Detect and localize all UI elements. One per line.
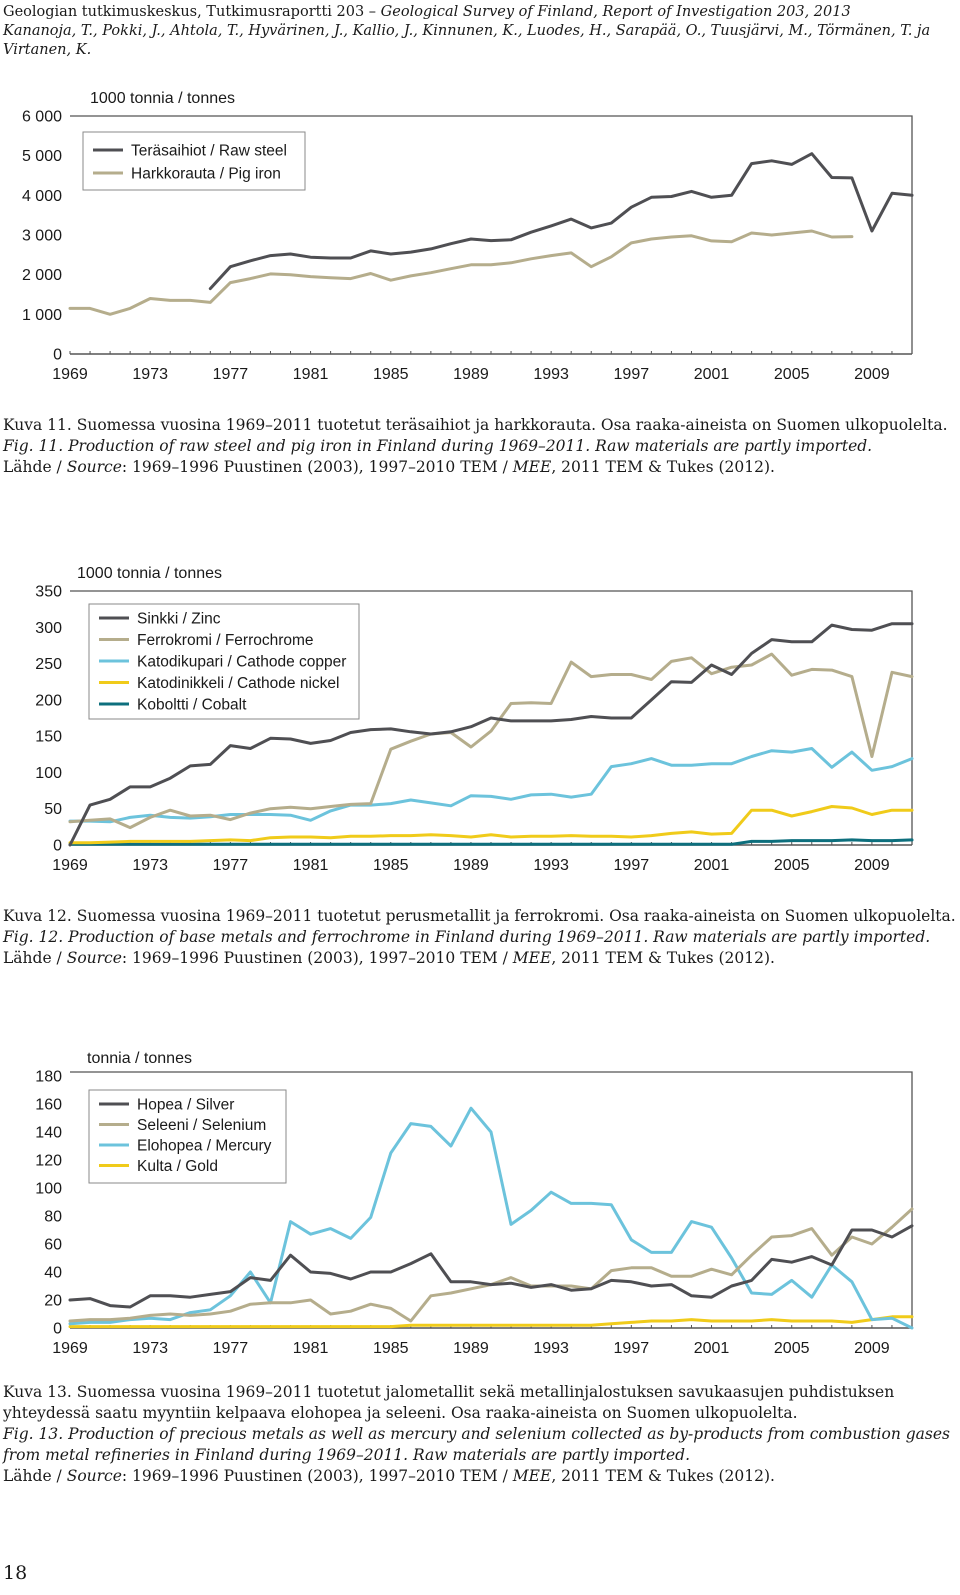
x-tick-label: 1981 bbox=[292, 366, 329, 383]
y-tick-label: 100 bbox=[35, 1180, 62, 1198]
y-tick-label: 100 bbox=[35, 764, 62, 782]
y-tick-label: 5 000 bbox=[21, 148, 62, 166]
x-tick-label: 1997 bbox=[613, 857, 650, 874]
caption-source-part: Lähde / bbox=[3, 1467, 67, 1485]
caption-figure-12 bbox=[3, 906, 958, 969]
y-tick-label: 6 000 bbox=[21, 108, 62, 126]
y-tick-label: 3 000 bbox=[21, 227, 62, 245]
x-tick-label: 1973 bbox=[132, 1340, 168, 1357]
x-tick-label: 2005 bbox=[773, 366, 810, 383]
x-tick-label: 1981 bbox=[292, 857, 329, 874]
unit-label: 1000 tonnia / tonnes bbox=[90, 90, 236, 107]
legend-label: Harkkorauta / Pig iron bbox=[131, 165, 281, 183]
page-number: 18 bbox=[3, 1562, 28, 1584]
y-tick-label: 120 bbox=[35, 1152, 62, 1170]
legend-label: Kulta / Gold bbox=[137, 1158, 218, 1175]
legend-label: Ferrokromi / Ferrochrome bbox=[137, 632, 314, 649]
y-tick-label: 2 000 bbox=[21, 267, 62, 285]
caption-source-part: , 2011 TEM & Tukes (2012). bbox=[551, 1467, 775, 1485]
y-tick-label: 300 bbox=[35, 619, 62, 637]
series-line bbox=[70, 1317, 912, 1327]
x-tick-label: 1969 bbox=[52, 1340, 88, 1357]
header-series-name-en: Geological Survey of Finland, Report of Investigation 203, 2013 bbox=[380, 4, 851, 20]
caption-source-part: Source bbox=[66, 458, 122, 476]
caption-finnish: Kuva 12. Suomessa vuosina 1969–2011 tuotetut perusmetallit ja ferrokromi. Osa raaka-aineista on Suomen ulkopuolelta. bbox=[3, 907, 956, 925]
x-tick-label: 1997 bbox=[613, 1340, 650, 1357]
y-tick-label: 350 bbox=[35, 583, 62, 601]
legend-label: Elohopea / Mercury bbox=[137, 1137, 272, 1155]
x-tick-label: 1993 bbox=[533, 366, 569, 383]
x-tick-label: 1985 bbox=[372, 857, 409, 874]
caption-source-part: , 2011 TEM & Tukes (2012). bbox=[551, 949, 775, 967]
caption-source-part: MEE bbox=[512, 458, 552, 476]
x-tick-label: 1969 bbox=[52, 366, 88, 383]
x-tick-label: 1977 bbox=[212, 366, 249, 383]
x-tick-label: 1997 bbox=[613, 366, 650, 383]
x-tick-label: 1989 bbox=[453, 857, 489, 874]
header-line-1 bbox=[3, 3, 953, 22]
y-tick-label: 4 000 bbox=[21, 187, 62, 205]
caption-source-part: Source bbox=[66, 1467, 122, 1485]
caption-finnish: Kuva 13. Suomessa vuosina 1969–2011 tuotetut jalometallit sekä metallinjalostuksen savukaasujen puhdistuksen yhteydessä saatu myyntiin kelpaava elohopea ja seleeni. Osa raaka-aineista on Suomen ulkopuolelta. bbox=[3, 1383, 895, 1422]
y-tick-label: 140 bbox=[35, 1124, 62, 1142]
x-tick-label: 1973 bbox=[132, 366, 168, 383]
y-tick-label: 1 000 bbox=[21, 306, 62, 324]
x-tick-label: 1981 bbox=[292, 1340, 329, 1357]
x-tick-label: 2009 bbox=[854, 857, 890, 874]
series-line bbox=[70, 749, 912, 822]
legend-label: Hopea / Silver bbox=[137, 1096, 235, 1114]
legend-label: Teräsaihiot / Raw steel bbox=[131, 142, 287, 160]
series-line bbox=[70, 1226, 912, 1307]
series-line bbox=[70, 807, 912, 843]
x-tick-label: 1993 bbox=[533, 1340, 569, 1357]
chart-svg bbox=[0, 558, 960, 878]
caption-source bbox=[3, 948, 958, 969]
y-tick-label: 40 bbox=[44, 1264, 62, 1282]
x-tick-label: 2009 bbox=[854, 366, 890, 383]
series-line bbox=[70, 231, 852, 314]
legend-label: Katodikupari / Cathode copper bbox=[137, 653, 347, 671]
x-tick-label: 1985 bbox=[372, 1340, 409, 1357]
x-tick-label: 1985 bbox=[372, 366, 409, 383]
x-tick-label: 2001 bbox=[693, 366, 730, 383]
legend-label: Katodinikkeli / Cathode nickel bbox=[137, 675, 340, 692]
caption-source-part: , 2011 TEM & Tukes (2012). bbox=[551, 458, 775, 476]
header-authors: Kananoja, T., Pokki, J., Ahtola, T., Hyvärinen, J., Kallio, J., Kinnunen, K., Luodes, H., Sarapää, O., Tuusjärvi, M., Törmänen, T. ja Virtanen, K. bbox=[3, 23, 931, 58]
y-tick-label: 0 bbox=[53, 1320, 62, 1338]
y-tick-label: 0 bbox=[53, 837, 62, 855]
chart-steel-pig-iron bbox=[0, 80, 960, 400]
caption-source-part: : 1969–1996 Puustinen (2003), 1997–2010 TEM / bbox=[121, 949, 513, 967]
legend-label: Sinkki / Zinc bbox=[137, 610, 221, 628]
page-header bbox=[3, 3, 953, 60]
caption-english: Fig. 13. Production of precious metals as well as mercury and selenium collected as by-products from combustion gases from metal refineries in Finland during 1969–2011. Raw materials are partly imported. bbox=[3, 1425, 950, 1464]
caption-source-part: Source bbox=[66, 949, 122, 967]
caption-source-part: Lähde / bbox=[3, 949, 67, 967]
caption-finnish: Kuva 11. Suomessa vuosina 1969–2011 tuotetut teräsaihiot ja harkkorauta. Osa raaka-aineista on Suomen ulkopuolelta. bbox=[3, 416, 948, 434]
x-tick-label: 1969 bbox=[52, 857, 88, 874]
series-line bbox=[70, 1209, 912, 1321]
caption-source-part: MEE bbox=[512, 949, 552, 967]
legend-label: Koboltti / Cobalt bbox=[137, 696, 247, 714]
x-tick-label: 1977 bbox=[212, 1340, 249, 1357]
caption-source-part: : 1969–1996 Puustinen (2003), 1997–2010 TEM / bbox=[121, 1467, 513, 1485]
x-tick-label: 1977 bbox=[212, 857, 249, 874]
chart-svg bbox=[0, 1042, 960, 1362]
caption-figure-13 bbox=[3, 1382, 958, 1487]
unit-label: 1000 tonnia / tonnes bbox=[77, 565, 223, 582]
caption-english: Fig. 12. Production of base metals and ferrochrome in Finland during 1969–2011. Raw materials are partly imported. bbox=[3, 928, 931, 946]
caption-source-part: : 1969–1996 Puustinen (2003), 1997–2010 TEM / bbox=[121, 458, 513, 476]
y-tick-label: 180 bbox=[35, 1068, 62, 1086]
caption-source-part: MEE bbox=[512, 1467, 552, 1485]
x-tick-label: 1973 bbox=[132, 857, 168, 874]
y-tick-label: 160 bbox=[35, 1096, 62, 1114]
x-tick-label: 1989 bbox=[453, 1340, 489, 1357]
series-line bbox=[210, 154, 912, 289]
x-tick-label: 1993 bbox=[533, 857, 569, 874]
caption-figure-11 bbox=[3, 415, 958, 478]
y-tick-label: 20 bbox=[44, 1292, 62, 1310]
caption-source bbox=[3, 457, 958, 478]
chart-svg bbox=[0, 80, 960, 400]
x-tick-label: 2005 bbox=[773, 1340, 810, 1357]
y-tick-label: 80 bbox=[44, 1208, 62, 1226]
caption-source bbox=[3, 1466, 958, 1487]
x-tick-label: 2001 bbox=[693, 1340, 730, 1357]
x-tick-label: 2009 bbox=[854, 1340, 890, 1357]
unit-label: tonnia / tonnes bbox=[87, 1050, 192, 1067]
x-tick-label: 2005 bbox=[773, 857, 810, 874]
caption-english: Fig. 11. Production of raw steel and pig iron in Finland during 1969–2011. Raw materials are partly imported. bbox=[3, 437, 873, 455]
y-tick-label: 150 bbox=[35, 728, 62, 746]
y-tick-label: 0 bbox=[53, 346, 62, 364]
y-tick-label: 200 bbox=[35, 692, 62, 710]
legend-label: Seleeni / Selenium bbox=[137, 1117, 267, 1134]
caption-source-part: Lähde / bbox=[3, 458, 67, 476]
x-tick-label: 1989 bbox=[453, 366, 489, 383]
chart-base-metals bbox=[0, 558, 960, 878]
y-tick-label: 250 bbox=[35, 656, 62, 674]
chart-precious-metals bbox=[0, 1042, 960, 1362]
y-tick-label: 50 bbox=[44, 801, 62, 819]
x-tick-label: 2001 bbox=[693, 857, 730, 874]
header-series-name: Geologian tutkimuskeskus, Tutkimusraportti 203 – bbox=[3, 4, 381, 20]
y-tick-label: 60 bbox=[44, 1236, 62, 1254]
